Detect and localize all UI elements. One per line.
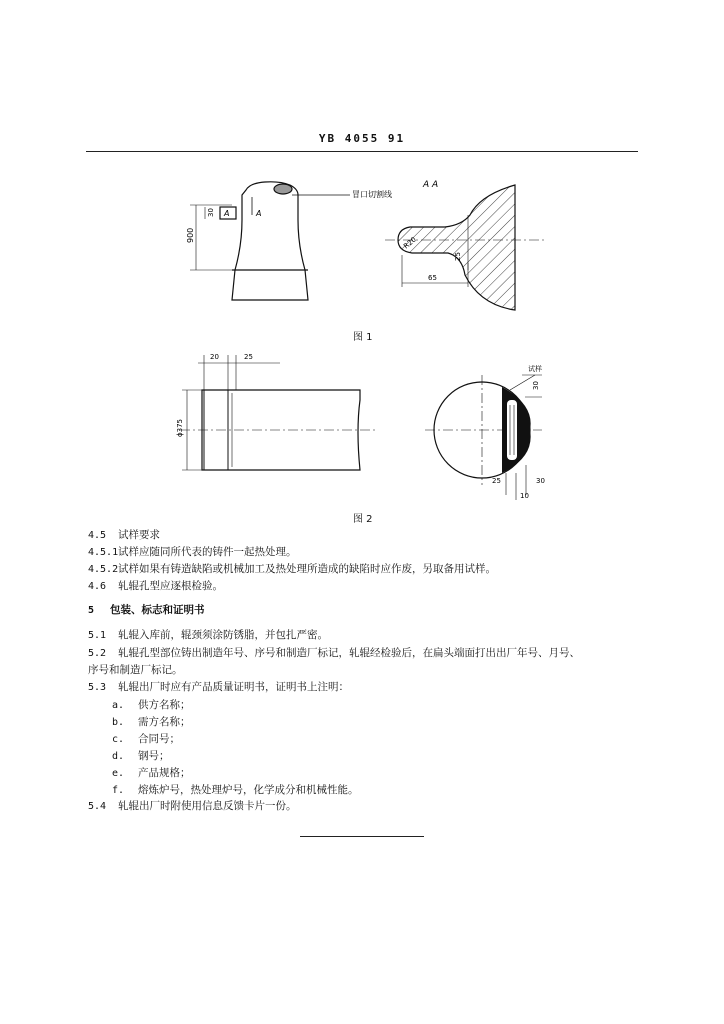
list-item-b: [112, 714, 191, 729]
clause-text: 轧辊出厂时应有产品质量证明书，证明书上注明：: [118, 681, 349, 693]
clause-4-5-1: [88, 545, 648, 560]
clause-5-2-continuation: 序号和制造厂标记。: [88, 664, 183, 676]
figure-1-letter-a-side: A: [256, 209, 262, 218]
list-letter: f.: [112, 785, 125, 796]
figure-2-dim-diam375: ϕ375: [176, 419, 184, 437]
list-item-e: [112, 765, 191, 780]
figure-2-section: [425, 375, 542, 500]
figure-2-drawing: [170, 345, 560, 505]
section-title: 包装、标志和证明书: [110, 604, 205, 616]
figure-2-dim-25: 25: [244, 353, 253, 361]
figure-2-dim-20: 20: [210, 353, 219, 361]
list-letter: c.: [112, 734, 125, 745]
clause-text: 试样应随同所代表的铸件一起热处理。: [118, 546, 297, 558]
figure-1-letter-a-box: A: [224, 209, 230, 218]
list-letter: d.: [112, 751, 125, 762]
clause-text: 轧辊孔型部位铸出制造年号、序号和制造厂标记，轧辊经检验后，在扁头端面打出出厂年号、月号、: [118, 647, 580, 659]
clause-5-1: [88, 628, 648, 643]
clause-number: 5.2: [88, 648, 107, 659]
clause-number: 4.5.2: [88, 564, 119, 575]
figure-2-dim-10: 10: [520, 492, 529, 500]
figure-2-label-sample: 试样: [528, 365, 542, 373]
section-dim-65: 65: [428, 274, 437, 282]
section-dim-r20: R20: [402, 235, 418, 251]
header-rule: [86, 151, 638, 152]
figure-1-dim-900: 900: [186, 227, 195, 243]
clause-5-2: [88, 646, 648, 661]
clause-number: 5.3: [88, 682, 107, 693]
clause-text: 试样如果有铸造缺陷或机械加工及热处理所造成的缺陷时应作废，另取备用试样。: [118, 563, 496, 575]
list-item-a: [112, 697, 191, 712]
clause-number: 4.5.1: [88, 547, 119, 558]
clause-text: 试样要求: [118, 529, 160, 541]
clause-5-4: [88, 799, 648, 814]
end-rule: [300, 836, 424, 837]
list-text: 钢号；: [138, 750, 170, 762]
clause-text: 轧辊孔型应逐根检验。: [118, 580, 223, 592]
list-letter: e.: [112, 768, 125, 779]
clause-number: 5.4: [88, 801, 107, 812]
section-aa-label: A A: [423, 180, 439, 190]
list-item-d: [112, 748, 170, 763]
list-item-c: [112, 731, 180, 746]
clause-number: 4.5: [88, 530, 107, 541]
figure-2-dim-30-bottom: 30: [536, 477, 545, 485]
list-text: 熔炼炉号，热处理炉号，化学成分和机械性能。: [138, 784, 359, 796]
section-number: 5: [88, 605, 95, 616]
clause-5-3: [88, 680, 648, 695]
list-text: 供方名称；: [138, 699, 191, 711]
figure-2-dim-25-bottom: 25: [492, 477, 501, 485]
figure-2-dim-30-right: 30: [532, 381, 540, 390]
riser-cut-label: 冒口切割线: [352, 190, 392, 199]
figure-2-caption: 图 2: [353, 514, 373, 525]
list-item-f: [112, 782, 359, 797]
figure-2-elevation: [180, 355, 375, 470]
list-letter: b.: [112, 717, 125, 728]
clause-number: 5.1: [88, 630, 107, 641]
clause-4-5-2: [88, 562, 648, 577]
figure-1-dim-30: 30: [207, 208, 215, 217]
clause-text: 轧辊出厂时附使用信息反馈卡片一份。: [118, 800, 297, 812]
clause-4-5: [88, 528, 648, 543]
page-header: YB 4055 91: [318, 132, 406, 145]
list-text: 需方名称；: [138, 716, 191, 728]
section-5-heading: [88, 603, 648, 618]
clause-text: 轧辊入库前，辊颈须涂防锈脂，并包扎严密。: [118, 629, 328, 641]
clause-4-6: [88, 579, 648, 594]
list-text: 合同号；: [138, 733, 180, 745]
section-dim-25: 25: [454, 252, 462, 261]
figure-1-caption: 图 1: [353, 332, 373, 343]
list-letter: a.: [112, 700, 125, 711]
figure-1-elevation: [190, 182, 350, 300]
clause-number: 4.6: [88, 581, 107, 592]
list-text: 产品规格；: [138, 767, 191, 779]
figure-1-drawing: [180, 165, 560, 330]
